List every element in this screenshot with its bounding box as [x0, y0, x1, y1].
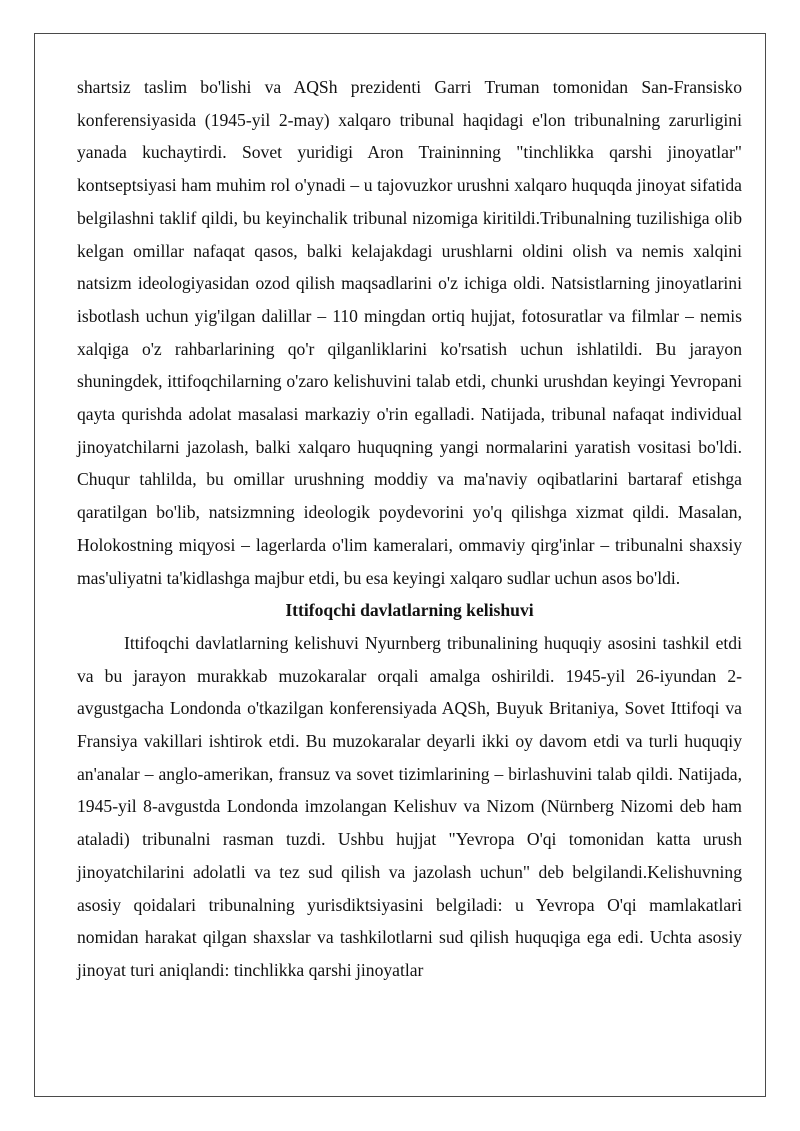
section-heading: Ittifoqchi davlatlarning kelishuvi — [285, 600, 534, 621]
body-paragraph: Ittifoqchi davlatlarning kelishuvi Nyurnberg tribunalining huquqiy asosini tashkil etdi va bu jarayon murakkab muzokaralar orqali amalga oshirildi. 1945-yil 26-iyundan 2-avgustgacha Londonda o'tkazilgan konferensiyada AQSh, Buyuk Britaniya, Sovet Ittifoqi va Fransiya vakillari ishtirok etdi. Bu muzokaralar deyarli ikki oy davom etdi va turli huquqiy an'analar – anglo-amerikan, fransuz va sovet tizimlarining – birlashuvini talab qildi. Natijada, 1945-yil 8-avgustda Londonda imzolangan Kelishuv va Nizom (Nürnberg Nizomi deb ham ataladi) tribunalni rasman tuzdi. Ushbu hujjat "Yevropa O'qi tomonidan katta urush jinoyatchilarini adolatli va tez sud qilish va jazolash uchun" deb belgilandi.Kelishuvning asosiy qoidalari tribunalning yurisdiktsiyasini belgiladi: u Yevropa O'qi mamlakatlari nomidan harakat qilgan shaxslar va tashkilotlarni sud qilish huquqiga ega edi. Uchta asosiy jinoyat turi aniqlandi: tinchlikka qarshi jinoyatlar — [77, 632, 742, 980]
body-paragraph: shartsiz taslim bo'lishi va AQSh prezidenti Garri Truman tomonidan San-Fransisko konferensiyasida (1945-yil 2-may) xalqaro tribunal haqidagi e'lon tribunalning zarurligini yanada kuchaytirdi. Sovet yuridigi Aron Traininning "tinchlikka qarshi jinoyatlar" kontseptsiyasi ham muhim rol o'ynadi – u tajovuzkor urushni xalqaro huquqda jinoyat sifatida belgilashni taklif qildi, bu keyinchalik tribunal nizomiga kiritildi.Tribunalning tuzilishiga olib kelgan omillar nafaqat qasos, balki kelajakdagi urushlarni oldini olish va nemis xalqini natsizm ideologiyasidan ozod qilish maqsadlarini o'z ichiga oldi. Natsistlarning jinoyatlarini isbotlash uchun yig'ilgan dalillar – 110 mingdan ortiq hujjat, fotosuratlar va filmlar – nemis xalqiga o'z rahbarlarining qo'r qilganliklarini ko'rsatish uchun ishlatildi. Bu jarayon shuningdek, ittifoqchilarning o'zaro kelishuvini talab etdi, chunki urushdan keyingi Yevropani qayta qurishda adolat masalasi markaziy o'rin egalladi. Natijada, tribunal nafaqat individual jinoyatchilarni jazolash, balki xalqaro huquqning yangi normalarini yaratish vositasi bo'ldi. Chuqur tahlilda, bu omillar urushning moddiy va ma'naviy oqibatlarini bartaraf etishga qaratilgan bo'lib, natsizmning ideologik poydevorini yo'q qilishga xizmat qildi. Masalan, Holokostning miqyosi – lagerlarda o'lim kameralari, ommaviy qirg'inlar – tribunalni shaxsiy mas'uliyatni ta'kidlashga majbur etdi, bu esa keyingi xalqaro sudlar uchun asos bo'ldi. — [77, 77, 742, 588]
document-body — [77, 71, 742, 987]
